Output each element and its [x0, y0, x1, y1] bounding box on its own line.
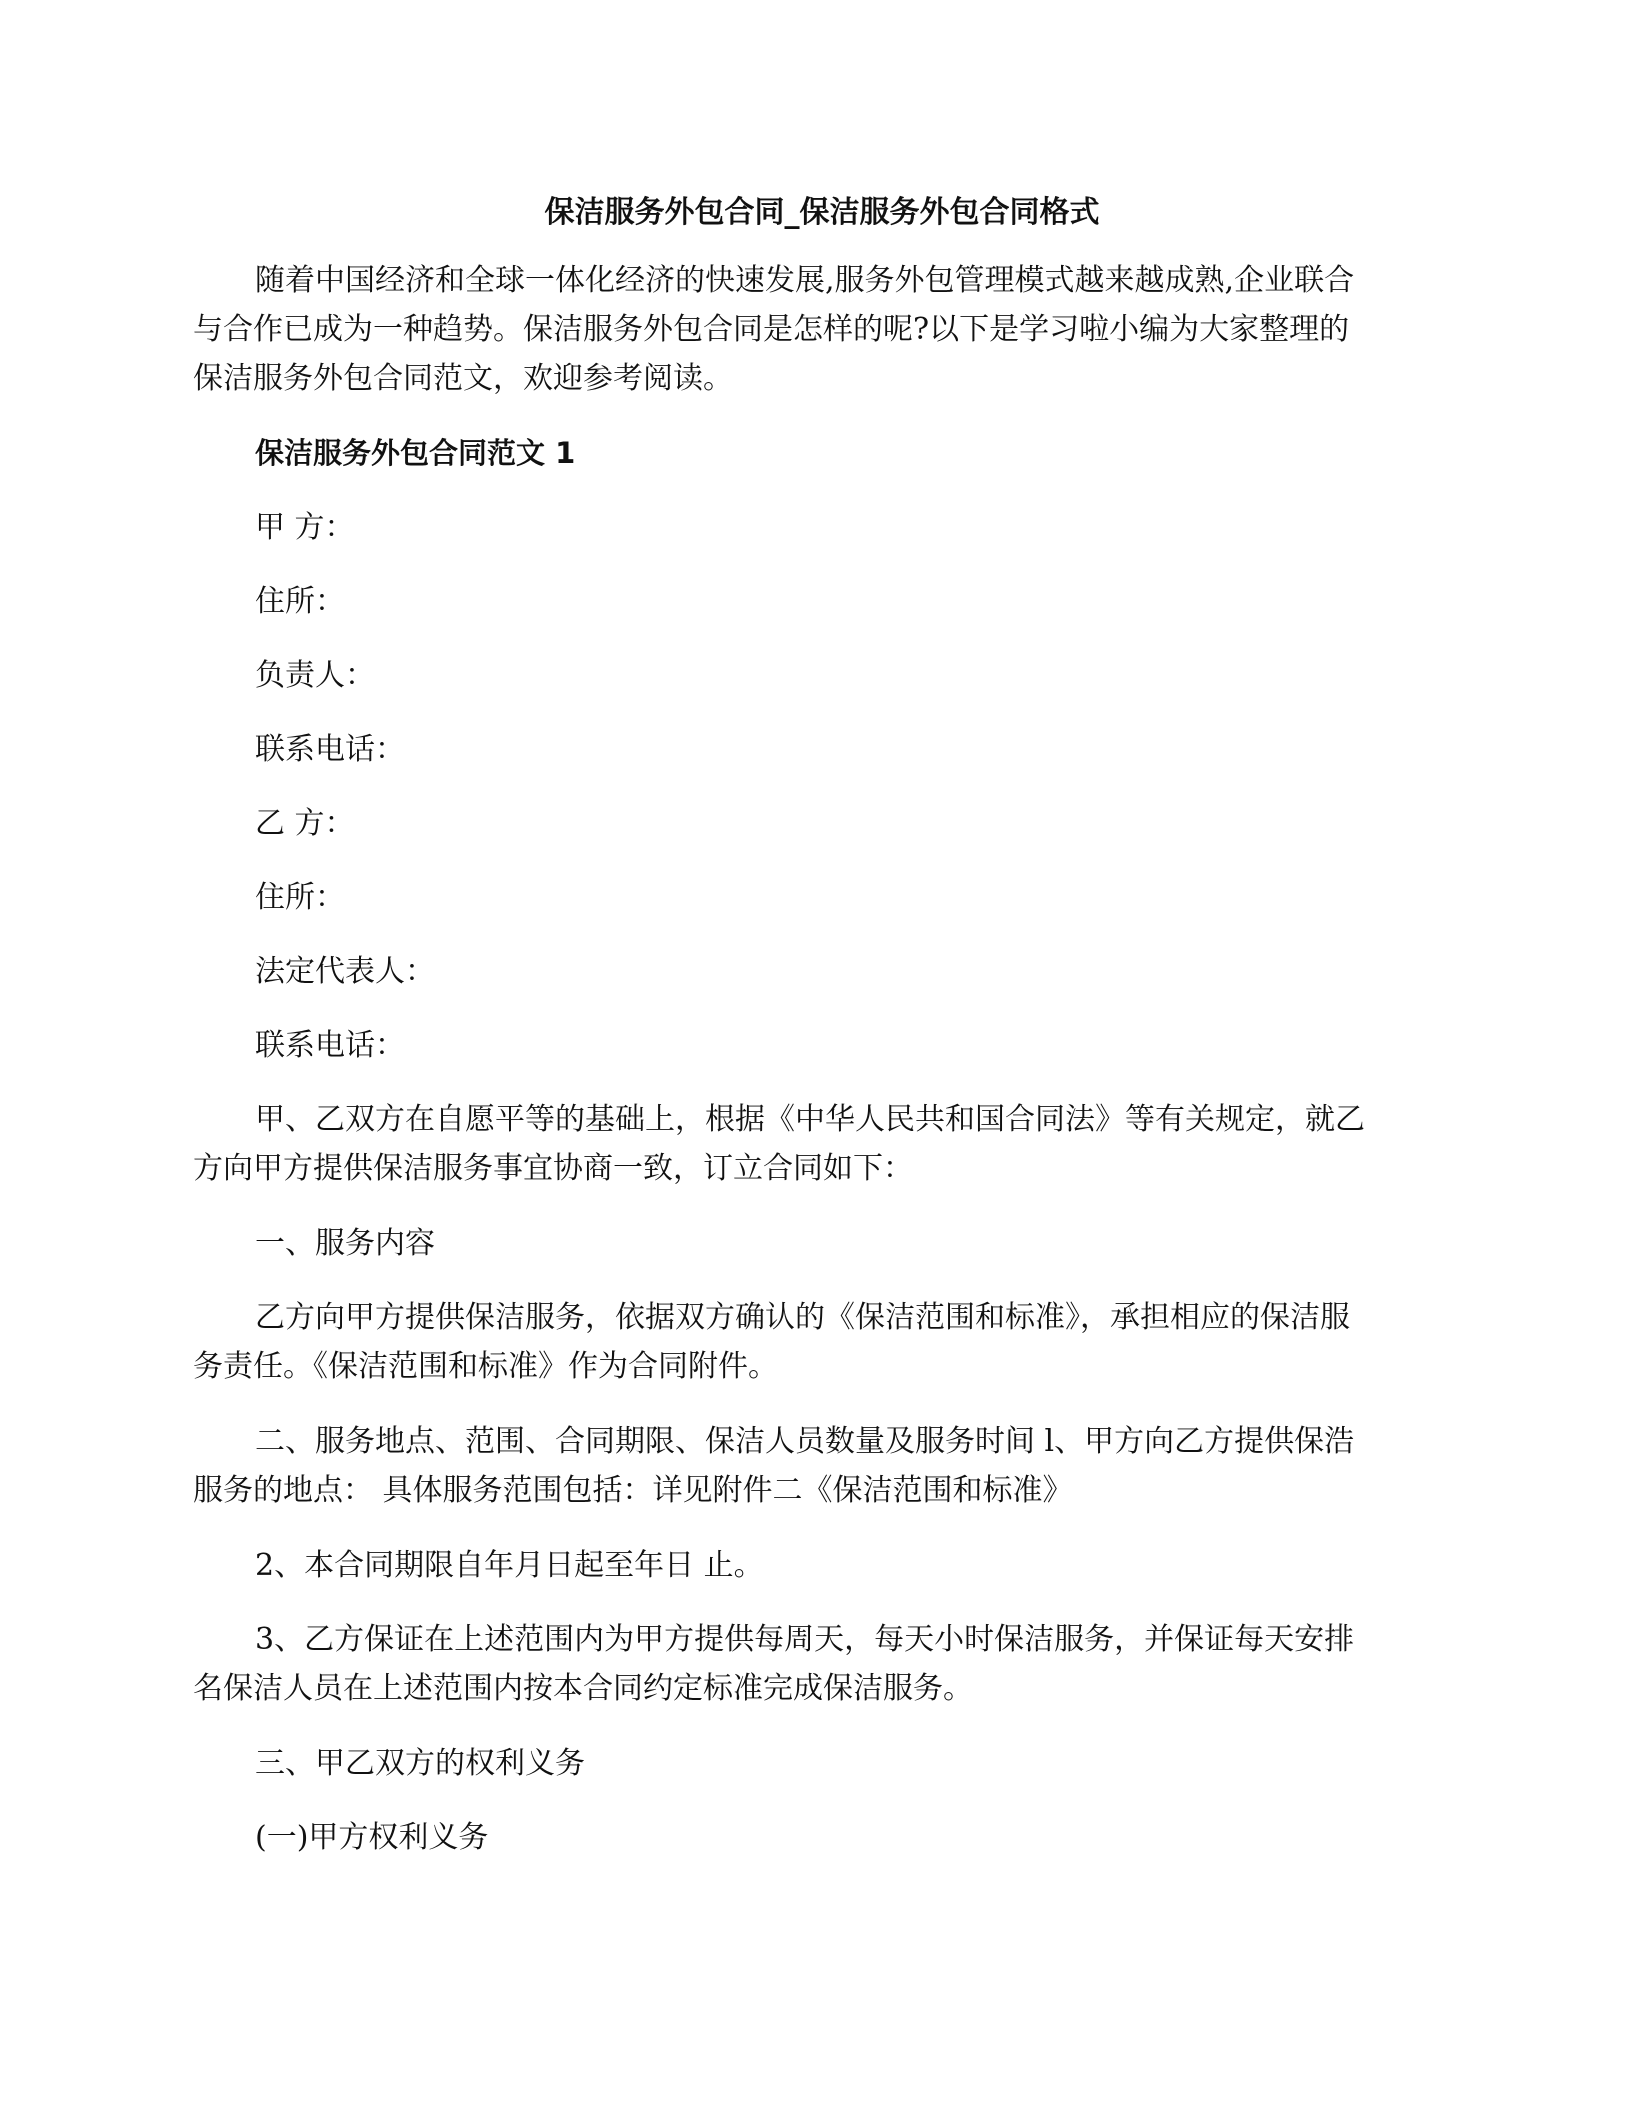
- clause-3-sub-1: (一)甲方权利义务: [255, 1820, 489, 1855]
- clause-2-item-3-line: 3、乙方保证在上述范围内为甲方提供每周天，每天小时保洁服务，并保证每天安排: [255, 1622, 1355, 1657]
- party-b-phone: 联系电话：: [255, 1028, 405, 1063]
- preamble-paragraph: [193, 1095, 1433, 1193]
- clause-2-line: 服务的地点： 具体服务范围包括：详见附件二《保洁范围和标准》: [193, 1473, 1073, 1508]
- intro-line: 保洁服务外包合同范文，欢迎参考阅读。: [193, 361, 733, 396]
- document-title: 保洁服务外包合同_保洁服务外包合同格式: [544, 195, 1100, 230]
- clause-2-line: 二、服务地点、范围、合同期限、保洁人员数量及服务时间 l、甲方向乙方提供保浩: [255, 1424, 1355, 1459]
- clause-2-paragraph: [193, 1417, 1433, 1515]
- party-a-address: 住所：: [255, 584, 345, 619]
- clause-3-heading: 三、甲乙双方的权利义务: [255, 1746, 585, 1781]
- party-a-phone: 联系电话：: [255, 732, 405, 767]
- preamble-line: 甲、乙双方在自愿平等的基础上，根据《中华人民共和国合同法》等有关规定，就乙: [255, 1102, 1365, 1137]
- intro-line: 与合作已成为一种趋势。保洁服务外包合同是怎样的呢?以下是学习啦小编为大家整理的: [193, 312, 1350, 347]
- party-b-person: 法定代表人：: [255, 954, 435, 989]
- document-page: [193, 190, 1433, 1887]
- clause-2-item-3: [193, 1615, 1433, 1713]
- party-a-person: 负责人：: [255, 658, 375, 693]
- intro-line: 随着中国经济和全球一体化经济的快速发展,服务外包管理模式越来越成熟,企业联合: [255, 263, 1355, 298]
- clause-1-heading: 一、服务内容: [255, 1226, 435, 1261]
- intro-paragraph: [193, 256, 1433, 403]
- party-b-label: 乙 方：: [255, 806, 355, 841]
- clause-1-line: 乙方向甲方提供保洁服务，依据双方确认的《保洁范围和标准》，承担相应的保洁服: [255, 1300, 1350, 1335]
- clause-2-item-2: 2、本合同期限自年月日起至年日 止。: [255, 1548, 764, 1583]
- clause-2-item-3-line: 名保洁人员在上述范围内按本合同约定标准完成保洁服务。: [193, 1671, 973, 1706]
- preamble-line: 方向甲方提供保洁服务事宜协商一致，订立合同如下：: [193, 1151, 913, 1186]
- clause-1-paragraph: [193, 1293, 1433, 1391]
- section-heading: 保洁服务外包合同范文 1: [255, 436, 576, 470]
- clause-1-line: 务责任。《保洁范围和标准》作为合同附件。: [193, 1349, 778, 1384]
- party-a-label: 甲 方：: [255, 510, 355, 545]
- party-b-address: 住所：: [255, 880, 345, 915]
